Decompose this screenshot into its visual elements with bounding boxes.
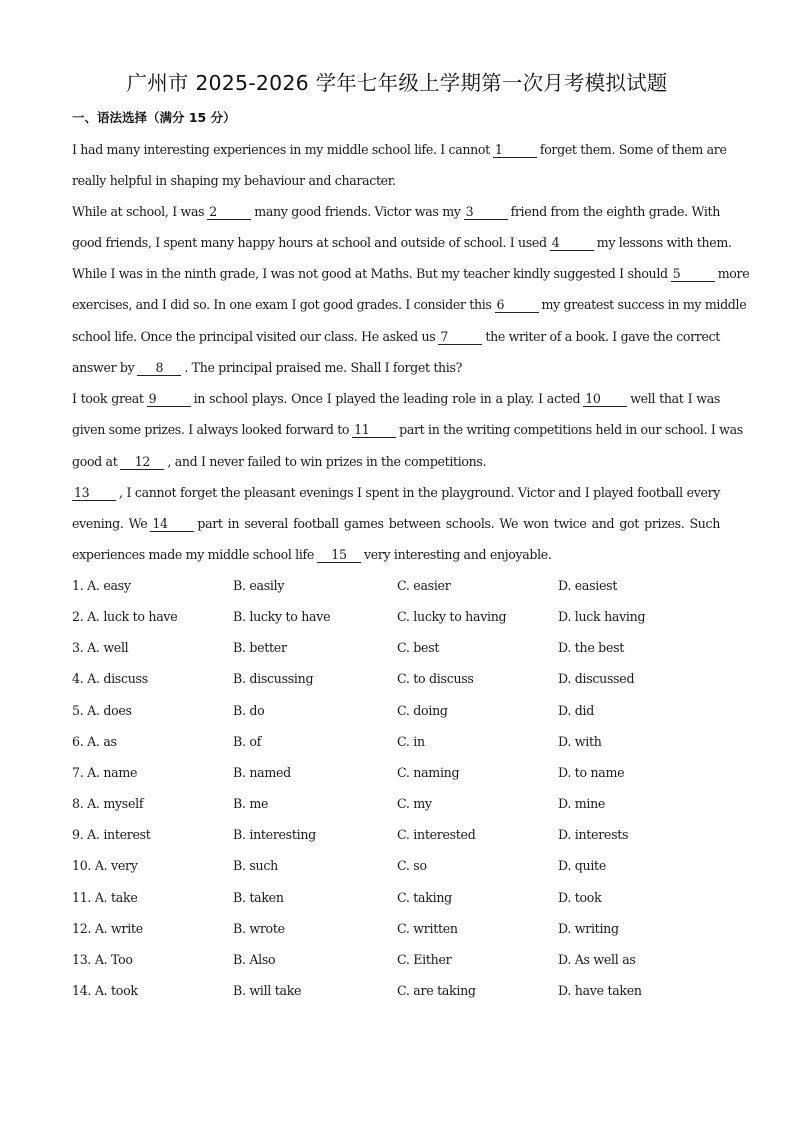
option-a: 2. A. luck to have	[72, 609, 178, 625]
option-c: C. lucky to having	[397, 609, 507, 625]
passage-text: part in several football games between schools. We won twice and got prizes. Such	[197, 516, 721, 531]
option-b: B. better	[233, 640, 287, 656]
option-b: B. such	[233, 858, 278, 874]
passage-text: answer by	[72, 360, 135, 375]
option-b: B. named	[233, 764, 291, 780]
question-row	[72, 888, 732, 908]
option-a: 12. A. write	[72, 920, 143, 936]
answer-blank: 4	[550, 235, 594, 251]
question-row	[72, 763, 732, 783]
option-d: D. took	[558, 889, 602, 905]
answer-blank: 15	[317, 547, 361, 563]
question-row	[72, 576, 732, 596]
option-d: D. luck having	[558, 609, 646, 625]
question-row	[72, 701, 732, 721]
option-d: D. interests	[558, 827, 629, 843]
option-b: B. Also	[233, 951, 276, 967]
passage-line	[72, 233, 732, 253]
passage-text: well that I was	[630, 391, 721, 406]
question-row	[72, 794, 732, 814]
passage-text: in school plays. Once I played the leading role in a play. I acted	[193, 391, 581, 406]
option-b: B. discussing	[233, 671, 314, 687]
option-b: B. easily	[233, 578, 285, 593]
passage-line	[72, 171, 732, 191]
option-c: C. interested	[397, 827, 476, 843]
answer-blank: 1	[493, 142, 537, 158]
passage-text: . The principal praised me. Shall I forget this?	[184, 360, 462, 375]
passage-line	[72, 264, 750, 284]
option-d: D. quite	[558, 858, 606, 874]
option-a: 9. A. interest	[72, 827, 151, 843]
option-c: C. doing	[397, 702, 448, 718]
option-a: 14. A. took	[72, 982, 138, 998]
option-c: C. easier	[397, 578, 451, 593]
option-d: D. As well as	[558, 951, 636, 967]
option-c: C. my	[397, 796, 432, 812]
passage-line	[72, 483, 720, 503]
option-a: 1. A. easy	[72, 578, 131, 593]
answer-blank: 5	[671, 266, 715, 282]
option-b: B. of	[233, 733, 262, 749]
passage-text: the writer of a book. I gave the correct	[485, 329, 720, 344]
passage-text: I had many interesting experiences in my middle school life. I cannot	[72, 142, 490, 157]
option-a: 3. A. well	[72, 640, 129, 656]
option-a: 4. A. discuss	[72, 671, 148, 687]
passage-text: my greatest success in my middle	[541, 297, 747, 312]
option-d: D. did	[558, 702, 595, 718]
option-c: C. best	[397, 640, 440, 656]
passage-text: good at	[72, 454, 118, 469]
passage-text: I took great	[72, 391, 144, 406]
option-b: B. will take	[233, 982, 302, 998]
option-a: 5. A. does	[72, 702, 132, 718]
passage-line	[72, 452, 732, 472]
passage-line	[72, 140, 727, 160]
passage-line	[72, 514, 720, 534]
answer-blank: 7	[438, 329, 482, 345]
passage-text: friend from the eighth grade. With	[510, 204, 721, 219]
option-c: C. to discuss	[397, 671, 474, 687]
passage-text: experiences made my middle school life	[72, 547, 314, 562]
passage-line	[72, 545, 732, 565]
option-a: 8. A. myself	[72, 796, 144, 812]
passage-line	[72, 327, 720, 347]
option-d: D. with	[558, 733, 602, 749]
option-d: D. discussed	[558, 671, 635, 687]
section-heading: 一、语法选择（满分 15 分）	[72, 110, 236, 125]
option-d: D. the best	[558, 640, 625, 656]
passage-text: given some prizes. I always looked forward to	[72, 422, 350, 437]
option-d: D. writing	[558, 920, 619, 936]
option-c: C. in	[397, 733, 425, 749]
option-b: B. me	[233, 796, 269, 812]
question-row	[72, 638, 732, 658]
passage-text: really helpful in shaping my behaviour and character.	[72, 173, 396, 188]
answer-blank: 3	[464, 204, 508, 220]
passage-text: evening. We	[72, 516, 148, 531]
option-b: B. do	[233, 702, 265, 718]
answer-blank: 11	[352, 422, 396, 438]
passage-text: school life. Once the principal visited our class. He asked us	[72, 329, 436, 344]
question-row	[72, 732, 732, 752]
option-a: 6. A. as	[72, 733, 117, 749]
passage-text: While I was in the ninth grade, I was not good at Maths. But my teacher kindly suggested I should	[72, 266, 668, 281]
question-row	[72, 981, 732, 1001]
option-b: B. interesting	[233, 827, 316, 843]
option-d: D. have taken	[558, 982, 642, 998]
option-b: B. lucky to have	[233, 609, 331, 625]
passage-line	[72, 389, 720, 409]
passage-line	[72, 420, 743, 440]
passage-text: , I cannot forget the pleasant evenings I spent in the playground. Victor and I played football every	[119, 485, 720, 500]
answer-blank: 13	[72, 485, 116, 501]
passage-text: part in the writing competitions held in our school. I was	[399, 422, 743, 437]
answer-blank: 2	[207, 204, 251, 220]
passage-text: many good friends. Victor was my	[254, 204, 461, 219]
option-a: 13. A. Too	[72, 951, 133, 967]
option-c: C. naming	[397, 764, 460, 780]
question-row	[72, 950, 732, 970]
option-b: B. taken	[233, 889, 284, 905]
passage-text: my lessons with them.	[596, 235, 732, 250]
passage-text: While at school, I was	[72, 204, 205, 219]
question-row	[72, 607, 732, 627]
passage-line	[72, 295, 747, 315]
option-c: C. taking	[397, 889, 452, 905]
question-row	[72, 919, 732, 939]
option-a: 10. A. very	[72, 858, 138, 874]
question-row	[72, 856, 732, 876]
answer-blank: 8	[137, 360, 181, 376]
answer-blank: 10	[583, 391, 627, 407]
option-b: B. wrote	[233, 920, 285, 936]
option-d: D. to name	[558, 764, 625, 780]
answer-blank: 14	[150, 516, 194, 532]
option-a: 11. A. take	[72, 889, 138, 905]
option-c: C. written	[397, 920, 458, 936]
answer-blank: 6	[495, 297, 539, 313]
option-d: D. mine	[558, 796, 606, 812]
answer-blank: 9	[147, 391, 191, 407]
passage-text: very interesting and enjoyable.	[363, 547, 552, 562]
option-c: C. so	[397, 858, 427, 874]
answer-blank: 12	[120, 454, 164, 470]
passage-text: , and I never failed to win prizes in the competitions.	[167, 454, 487, 469]
option-c: C. Either	[397, 951, 452, 967]
passage-line	[72, 358, 732, 378]
question-row	[72, 669, 732, 689]
option-a: 7. A. name	[72, 764, 138, 780]
passage-text: good friends, I spent many happy hours at school and outside of school. I used	[72, 235, 547, 250]
option-c: C. are taking	[397, 982, 476, 998]
page-title: 广州市 2025-2026 学年七年级上学期第一次月考模拟试题	[126, 71, 668, 95]
passage-text: forget them. Some of them are	[539, 142, 727, 157]
question-row	[72, 825, 732, 845]
passage-text: exercises, and I did so. In one exam I got good grades. I consider this	[72, 297, 492, 312]
passage-line	[72, 202, 720, 222]
option-d: D. easiest	[558, 578, 618, 593]
passage-text: more	[717, 266, 750, 281]
